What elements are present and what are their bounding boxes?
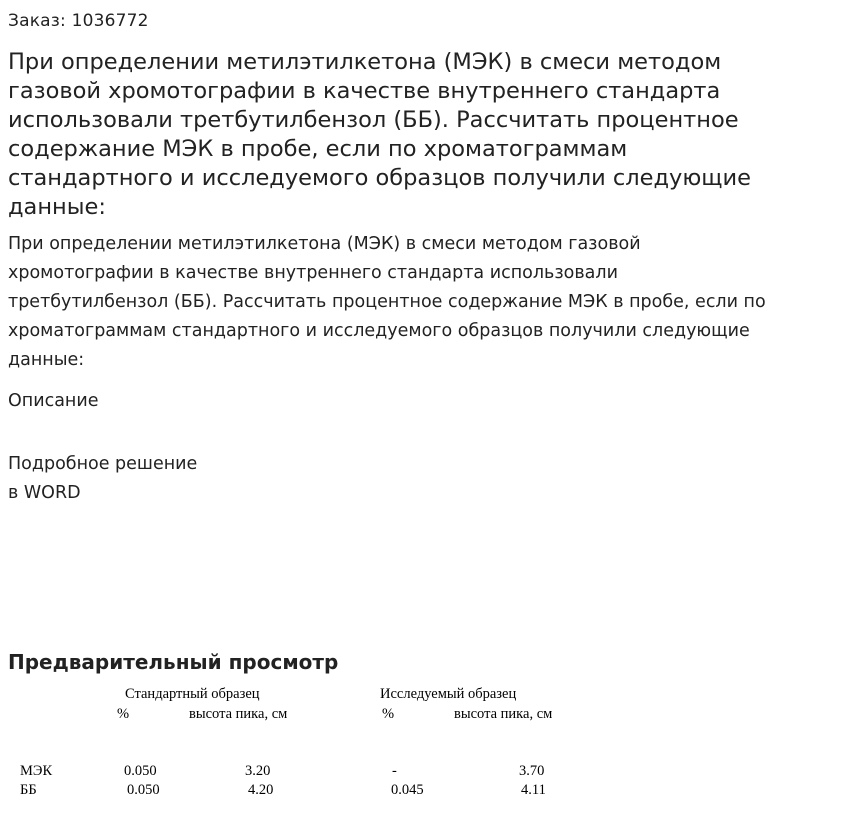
row-test-percent: 0.045: [391, 782, 424, 798]
row-standard-percent: 0.050: [127, 782, 160, 798]
row-test-height: 4.11: [521, 782, 546, 798]
task-body: При определении метилэтилкетона (МЭК) в смеси методом газовой хромотографии в качестве внутреннего стандарта использовали третбутилбензол (ББ). Рассчитать процентное содержание МЭК в пробе, если по хроматограммам стандартного и исследуемого образцов получили следующие данные:: [8, 234, 766, 370]
description-label: Описание: [8, 391, 99, 411]
group-test-header: Исследуемый образец: [380, 686, 517, 702]
standard-percent-header: %: [117, 706, 130, 722]
order-number: Заказ: 1036772: [8, 11, 149, 31]
test-percent-header: %: [382, 706, 395, 722]
row-standard-percent: 0.050: [124, 763, 157, 779]
row-test-percent: -: [392, 763, 397, 779]
standard-height-header: высота пика, см: [189, 706, 288, 722]
task-title: При определении метилэтилкетона (МЭК) в смеси методом газовой хромотографии в качестве внутреннего стандарта использовали третбутилбензол (ББ). Рассчитать процентное содержание МЭК в пробе, если по хроматограммам стандартного и исследуемого образцов получили следующие данные:: [8, 49, 751, 220]
row-standard-height: 4.20: [248, 782, 274, 798]
group-standard-header: Стандартный образец: [125, 686, 260, 702]
solution-line-1: Подробное решение: [8, 454, 198, 474]
row-name: ББ: [20, 782, 37, 798]
preview-heading: Предварительный просмотр: [8, 650, 339, 674]
preview-table: [0, 680, 847, 817]
solution-info: [8, 450, 197, 508]
row-standard-height: 3.20: [245, 763, 271, 779]
test-height-header: высота пика, см: [454, 706, 553, 722]
row-test-height: 3.70: [519, 763, 545, 779]
solution-line-2: в WORD: [8, 483, 81, 503]
row-name: МЭК: [20, 763, 53, 779]
